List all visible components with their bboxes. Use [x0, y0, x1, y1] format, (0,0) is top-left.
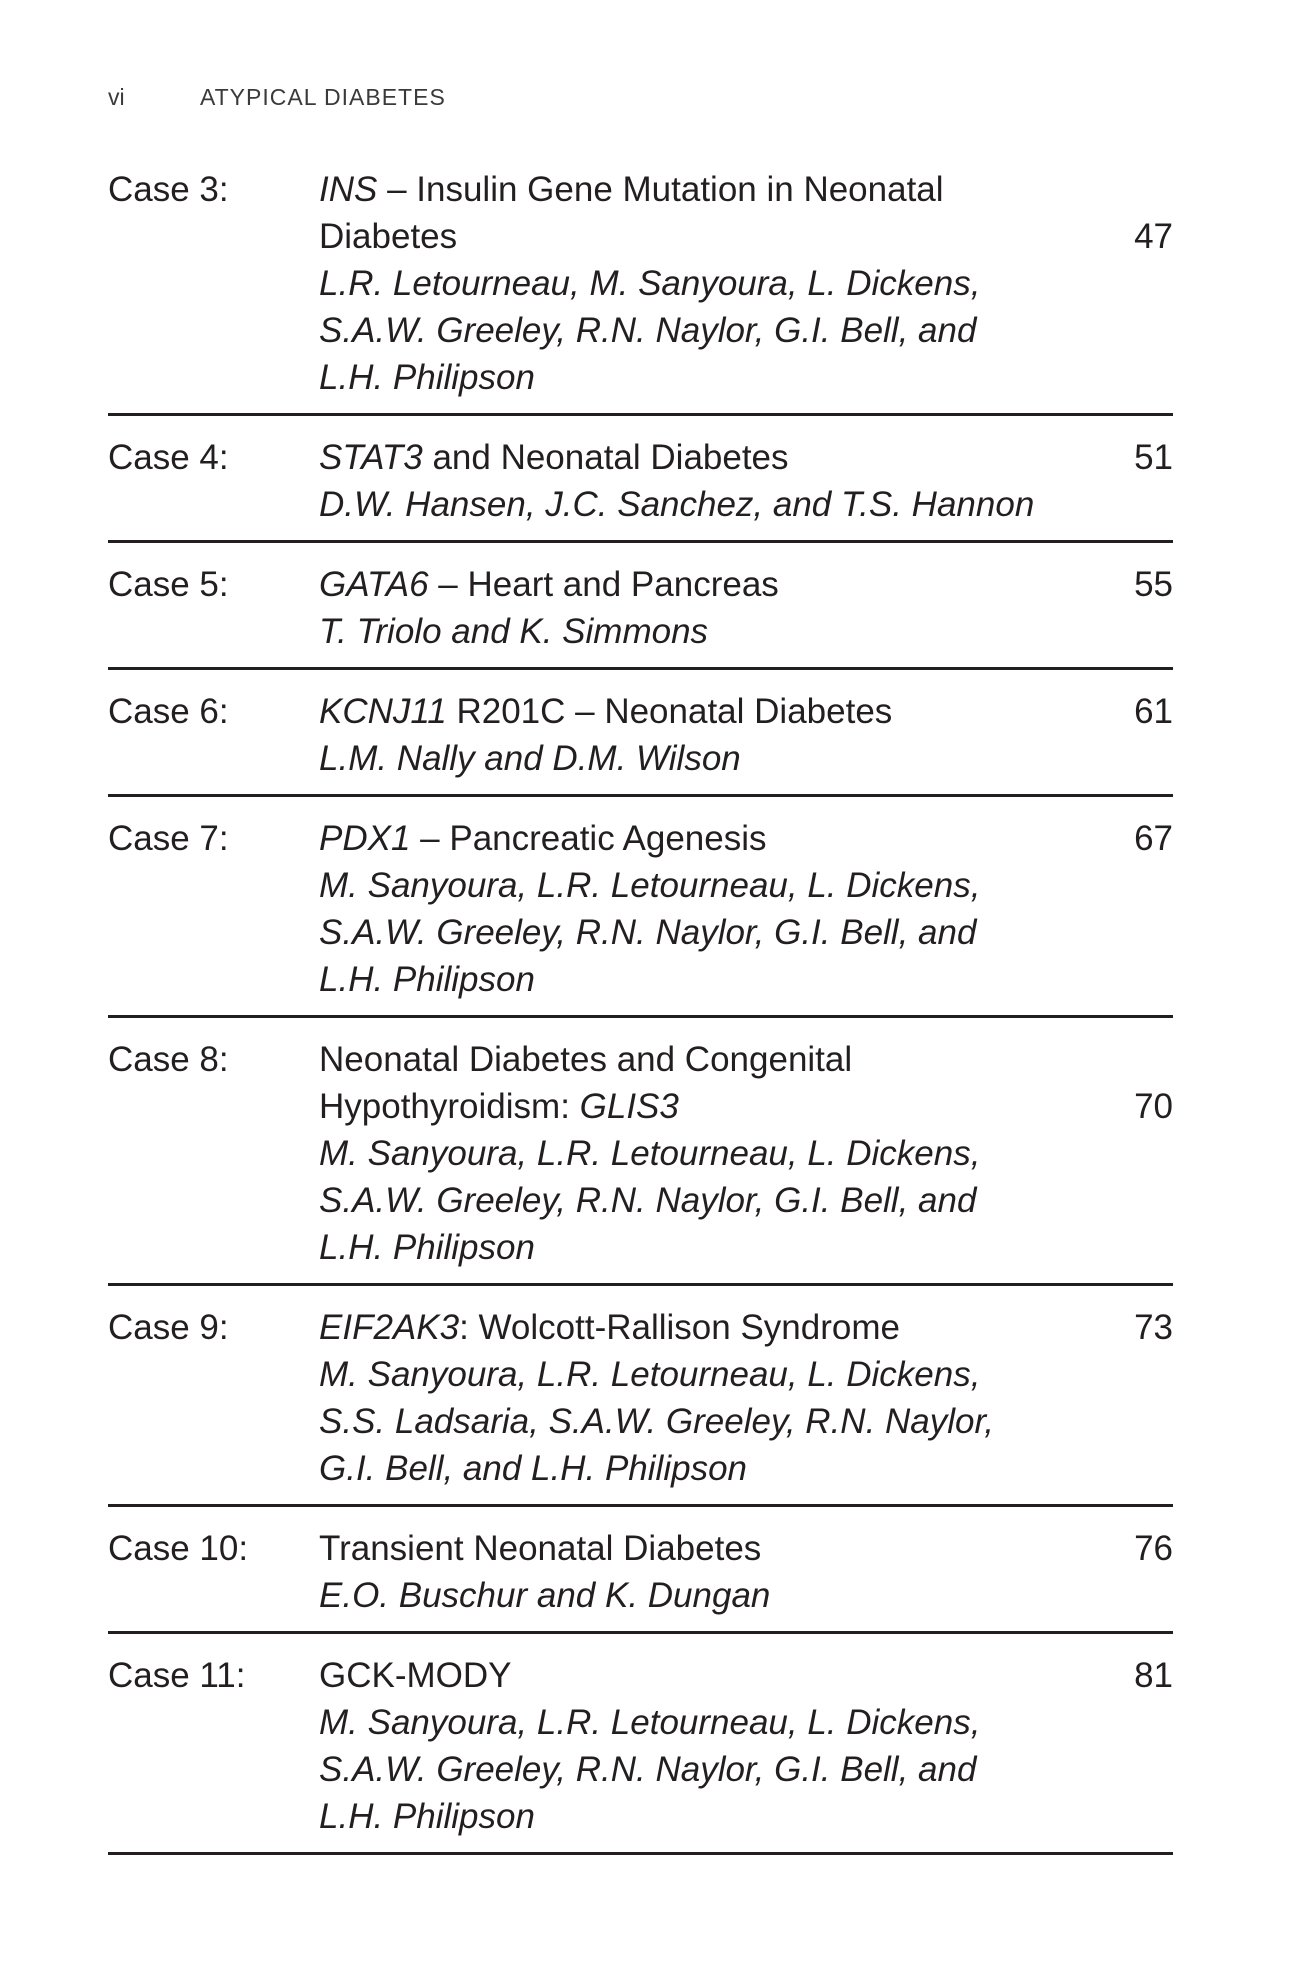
title-text: [319, 815, 767, 862]
title-line: [319, 1652, 1173, 1699]
page-ref: 55: [1134, 565, 1173, 604]
author-line: T. Triolo and K. Simmons: [319, 612, 709, 651]
toc-entry: [108, 1286, 1173, 1507]
author-line: L.M. Nally and D.M. Wilson: [319, 739, 741, 778]
title-line: [319, 1525, 1173, 1572]
gene-name: GLIS3: [579, 1087, 679, 1126]
title-line: [319, 1304, 1173, 1351]
case-label: Case 10:: [108, 1529, 249, 1568]
title-text: [319, 688, 892, 735]
author-line: L.H. Philipson: [319, 960, 535, 999]
title-line: [319, 166, 1173, 213]
author-line: M. Sanyoura, L.R. Letourneau, L. Dickens,: [319, 866, 981, 905]
toc-entry: [108, 797, 1173, 1018]
author-line: L.H. Philipson: [319, 1797, 535, 1836]
title-segment: – Heart and Pancreas: [428, 565, 779, 604]
author-line: L.H. Philipson: [319, 1228, 535, 1267]
entry-content: [319, 166, 1173, 401]
entry-content: [319, 1036, 1173, 1271]
title-segment: Diabetes: [319, 217, 458, 256]
gene-name: PDX1: [319, 819, 411, 858]
table-of-contents: [108, 148, 1173, 1855]
author-line: E.O. Buschur and K. Dungan: [319, 1576, 771, 1615]
title-text: [319, 166, 944, 213]
title-segment: Hypothyroidism:: [319, 1087, 580, 1126]
page-ref: 47: [1134, 217, 1173, 256]
page-ref: 81: [1134, 1656, 1173, 1695]
entry-content: [319, 815, 1173, 1003]
title-segment: – Pancreatic Agenesis: [410, 819, 767, 858]
title-text: [319, 1083, 679, 1130]
title-text: [319, 1304, 900, 1351]
page-ref: 67: [1134, 819, 1173, 858]
case-label: Case 11:: [108, 1656, 246, 1695]
author-line: S.A.W. Greeley, R.N. Naylor, G.I. Bell, and: [319, 1181, 977, 1220]
entry-content: [319, 1652, 1173, 1840]
title-segment: : Wolcott-Rallison Syndrome: [459, 1308, 900, 1347]
entry-content: [319, 688, 1173, 782]
page-ref: 51: [1134, 438, 1173, 477]
case-label: Case 9:: [108, 1308, 229, 1347]
case-label: Case 7:: [108, 819, 229, 858]
author-line: M. Sanyoura, L.R. Letourneau, L. Dickens,: [319, 1703, 981, 1742]
title-segment: GCK-MODY: [319, 1656, 512, 1695]
title-text: [319, 1652, 512, 1699]
author-line: D.W. Hansen, J.C. Sanchez, and T.S. Hannon: [319, 485, 1035, 524]
author-line: S.A.W. Greeley, R.N. Naylor, G.I. Bell, and: [319, 913, 977, 952]
title-text: [319, 561, 779, 608]
case-label: Case 4:: [108, 438, 229, 477]
toc-entry: [108, 1634, 1173, 1855]
author-line: M. Sanyoura, L.R. Letourneau, L. Dickens,: [319, 1134, 981, 1173]
entry-content: [319, 1525, 1173, 1619]
author-line: L.R. Letourneau, M. Sanyoura, L. Dickens,: [319, 264, 981, 303]
title-segment: Neonatal Diabetes and Congenital: [319, 1040, 853, 1079]
entry-content: [319, 561, 1173, 655]
title-segment: Transient Neonatal Diabetes: [319, 1529, 762, 1568]
title-line: [319, 434, 1173, 481]
gene-name: EIF2AK3: [319, 1308, 460, 1347]
entry-content: [319, 1304, 1173, 1492]
author-line: G.I. Bell, and L.H. Philipson: [319, 1449, 747, 1488]
page-ref: 70: [1134, 1087, 1173, 1126]
case-label: Case 5:: [108, 565, 229, 604]
title-text: [319, 434, 789, 481]
author-line: S.A.W. Greeley, R.N. Naylor, G.I. Bell, and: [319, 1750, 977, 1789]
page-ref: 73: [1134, 1308, 1173, 1347]
toc-entry: [108, 543, 1173, 670]
gene-name: STAT3: [319, 438, 423, 477]
entry-content: [319, 434, 1173, 528]
case-label: Case 6:: [108, 692, 229, 731]
author-line: L.H. Philipson: [319, 358, 535, 397]
page-ref: 61: [1134, 692, 1173, 731]
case-label: Case 8:: [108, 1040, 229, 1079]
title-line: [319, 688, 1173, 735]
toc-entry: [108, 1507, 1173, 1634]
folio-page-number: vi: [108, 84, 125, 110]
title-segment: – Insulin Gene Mutation in Neonatal: [377, 170, 944, 209]
title-text: [319, 213, 457, 260]
running-title: ATYPICAL DIABETES: [200, 84, 446, 110]
toc-entry: [108, 416, 1173, 543]
case-label: Case 3:: [108, 170, 229, 209]
author-line: S.A.W. Greeley, R.N. Naylor, G.I. Bell, and: [319, 311, 977, 350]
title-text: [319, 1525, 761, 1572]
title-segment: R201C – Neonatal Diabetes: [446, 692, 893, 731]
title-line: [319, 1083, 1173, 1130]
title-line: [319, 1036, 1173, 1083]
toc-entry: [108, 1018, 1173, 1286]
author-line: M. Sanyoura, L.R. Letourneau, L. Dickens,: [319, 1355, 981, 1394]
gene-name: KCNJ11: [319, 692, 447, 731]
title-segment: and Neonatal Diabetes: [422, 438, 789, 477]
page-ref: 76: [1134, 1529, 1173, 1568]
title-line: [319, 815, 1173, 862]
gene-name: GATA6: [319, 565, 429, 604]
title-text: [319, 1036, 852, 1083]
toc-entry: [108, 148, 1173, 416]
title-line: [319, 561, 1173, 608]
toc-entry: [108, 670, 1173, 797]
gene-name: INS: [319, 170, 378, 209]
author-line: S.S. Ladsaria, S.A.W. Greeley, R.N. Naylor,: [319, 1402, 994, 1441]
page-header: [108, 84, 446, 111]
title-line: [319, 213, 1173, 260]
